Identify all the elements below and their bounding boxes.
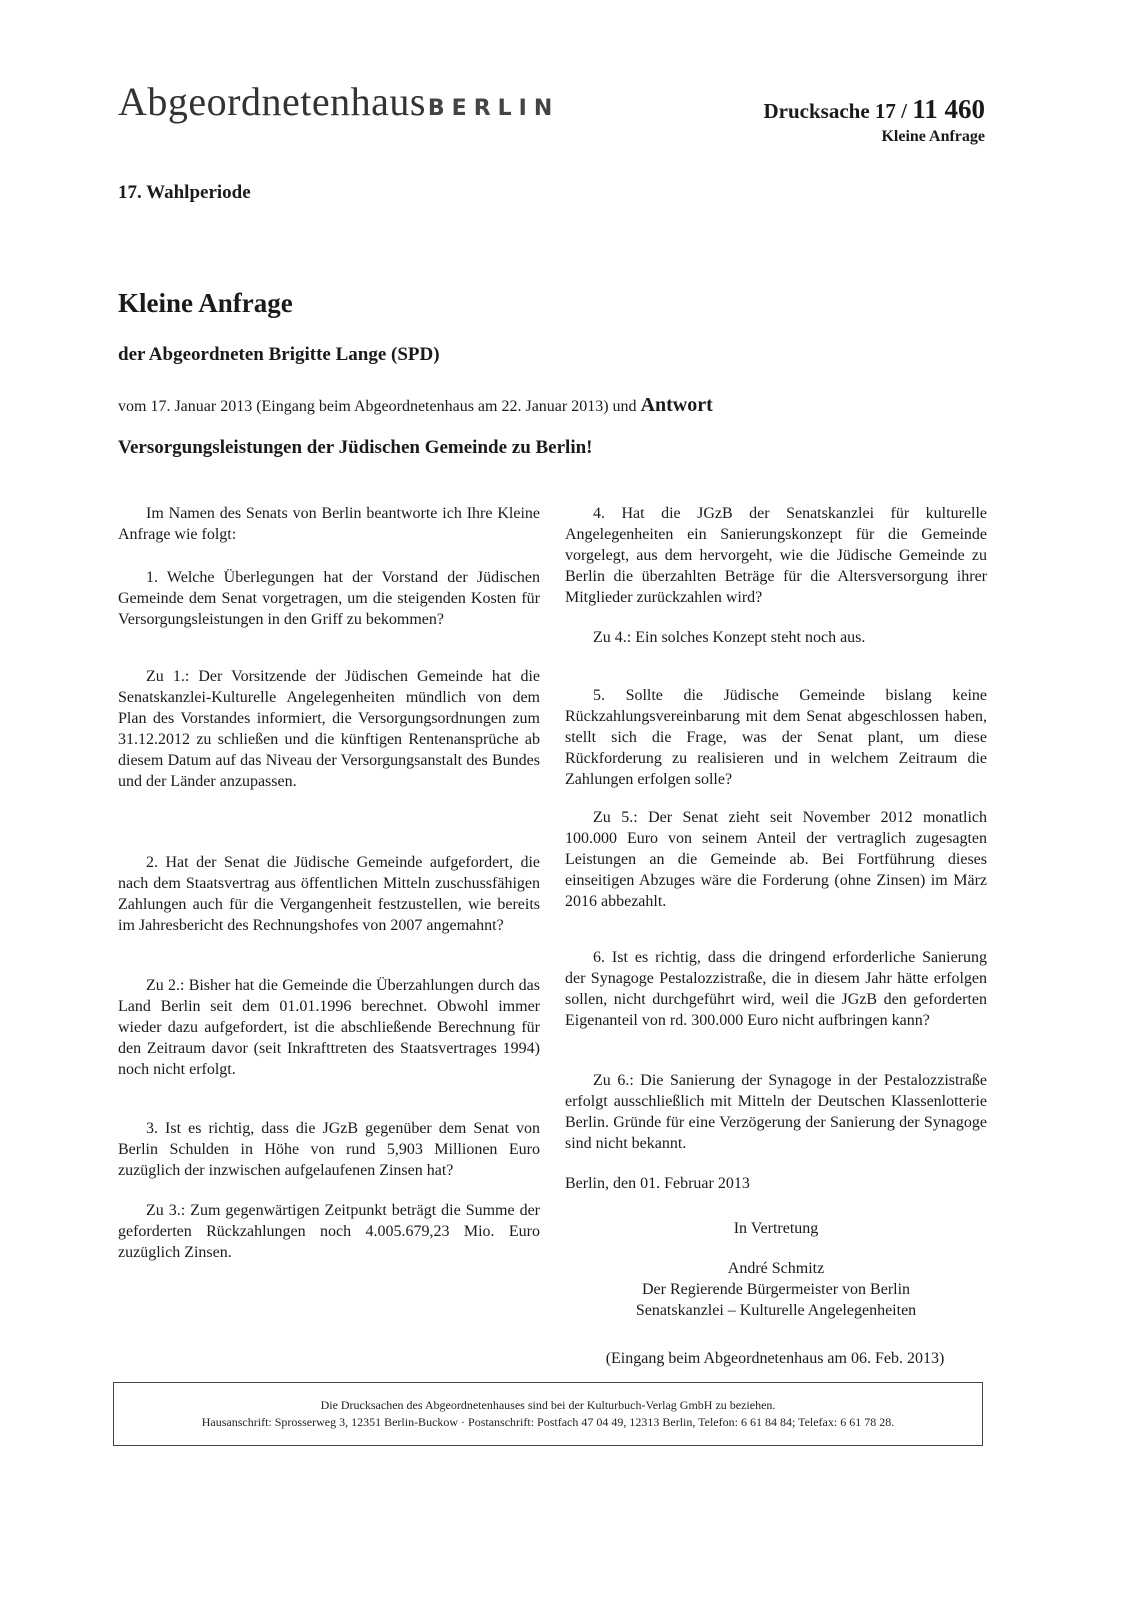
question-3: 3. Ist es richtig, dass die JGzB gegenüber dem Senat von Berlin Schulden in Höhe von rund 5,903 Millionen Euro zuzüglich der inzwischen aufgelaufenen Zinsen hat?	[118, 1120, 540, 1179]
signer-department: Senatskanzlei – Kulturelle Angelegenheiten	[635, 1302, 917, 1319]
logo-city-text: BERLIN	[427, 96, 560, 121]
answer-1: Zu 1.: Der Vorsitzende der Jüdischen Gemeinde hat die Senatskanzlei-Kulturelle Angelegenheiten mündlich von dem Plan des Vorstandes informiert, die Versorgungsordnungen zum 31.12.2012 zu schließen und die künftigen Rentenansprüche ab diesem Datum auf das Niveau der Versorgungsanstalt des Bundes und der Länder anzupassen.	[118, 668, 540, 790]
answer-5: Zu 5.: Der Senat zieht seit November 2012 monatlich 100.000 Euro von seinem Anteil der vertraglich zugesagten Leistungen an die Gemeinde ab. Bei Fortführung dieses einseitigen Abzuges wäre die Forderung (ohne Zinsen) im März 2016 abbezahlt.	[565, 809, 987, 910]
question-5: 5. Sollte die Jüdische Gemeinde bislang keine Rückzahlungsvereinbarung mit dem Senat abgeschlossen haben, stellt sich die Frage, was der Senat plant, um diese Rückforderung zu realisieren und in welchem Zeitraum die Zahlungen erfolgen solle?	[565, 687, 987, 788]
question-1: 1. Welche Überlegungen hat der Vorstand der Jüdischen Gemeinde dem Senat vorgetragen, um die steigenden Kosten für Versorgungsleistungen in den Griff zu bekommen?	[118, 569, 540, 628]
drucksache-value: 11 460	[912, 94, 985, 124]
answer-6: Zu 6.: Die Sanierung der Synagoge in der Pestalozzistraße erfolgt ausschließlich mit Mitteln der Deutschen Klassenlotterie Berlin. Gründe für eine Verzögerung der Sanierung der Synagoge sind nicht bekannt.	[565, 1072, 987, 1152]
received-date: (Eingang beim Abgeordnetenhaus am 06. Feb. 2013)	[605, 1350, 945, 1367]
paragraph: Im Namen des Senats von Berlin beantworte ich Ihre Kleine Anfrage wie folgt:	[118, 505, 540, 543]
footer-line-2: Hausanschrift: Sprosserweg 3, 12351 Berlin-Buckow · Postanschrift: Postfach 47 04 49, 12313 Berlin, Telefon: 6 61 84 84; Telefax: 6 61 78 28.	[201, 1415, 895, 1429]
place-date: Berlin, den 01. Februar 2013	[565, 1175, 750, 1192]
logo-main-text: Abgeordnetenhaus	[118, 79, 426, 124]
wahlperiode: 17. Wahlperiode	[118, 182, 251, 203]
representation: In Vertretung	[733, 1220, 819, 1237]
signer-title: Der Regierende Bürgermeister von Berlin	[641, 1281, 911, 1298]
footer-box	[113, 1382, 983, 1446]
signer-name: André Schmitz	[727, 1260, 825, 1277]
answer-2: Zu 2.: Bisher hat die Gemeinde die Überzahlungen durch das Land Berlin seit dem 01.01.1996 berechnet. Obwohl immer wieder dazu aufgefordert, ist die abschließende Berechnung für den Zeitraum davor (seit Inkrafttreten des Staatsvertrages 1994) noch nicht erfolgt.	[118, 977, 540, 1078]
doc-type: Kleine Anfrage	[881, 128, 985, 145]
drucksache-number	[763, 94, 985, 125]
answer-label: Antwort	[640, 394, 713, 416]
footer-line-1: Die Drucksachen des Abgeordnetenhauses sind bei der Kulturbuch-Verlag GmbH zu beziehen.	[320, 1398, 776, 1412]
date-line	[118, 394, 713, 417]
question-4: 4. Hat die JGzB der Senatskanzlei für kulturelle Angelegenheiten ein Sanierungskonzept für die Gemeinde vorgelegt, aus dem hervorgeht, wie die Jüdische Gemeinde zu Berlin die überzahlten Beträge für die Altersversorgung ihrer Mitglieder zurückzahlen wird?	[565, 505, 987, 606]
author: der Abgeordneten Brigitte Lange (SPD)	[118, 344, 440, 365]
document-title: Kleine Anfrage	[118, 288, 293, 318]
question-6: 6. Ist es richtig, dass die dringend erforderliche Sanierung der Synagoge Pestalozzistraße, die in diesem Jahr hätte erfolgen sollen, nicht durchgeführt wird, weil die JGzB den geforderten Eigenanteil von rd. 300.000 Euro nicht aufbringen kann?	[565, 949, 987, 1029]
answer-3: Zu 3.: Zum gegenwärtigen Zeitpunkt beträgt die Summe der geforderten Rückzahlungen noch 4.005.679,23 Mio. Euro zuzüglich Zinsen.	[118, 1202, 540, 1261]
answer-4: Zu 4.: Ein solches Konzept steht noch aus.	[593, 629, 866, 646]
date-line-text: vom 17. Januar 2013 (Eingang beim Abgeordnetenhaus am 22. Januar 2013) und	[118, 398, 637, 415]
question-2: 2. Hat der Senat die Jüdische Gemeinde aufgefordert, die nach dem Staatsvertrag aus öffentlichen Mitteln zuschussfähigen Zahlungen auch für die Vergangenheit festzustellen, wie bereits im Jahresbericht des Rechnungshofes von 2007 angemahnt?	[118, 854, 540, 934]
logo	[118, 78, 559, 125]
drucksache-label: Drucksache 17 /	[763, 99, 907, 123]
subject: Versorgungsleistungen der Jüdischen Gemeinde zu Berlin!	[118, 437, 593, 458]
